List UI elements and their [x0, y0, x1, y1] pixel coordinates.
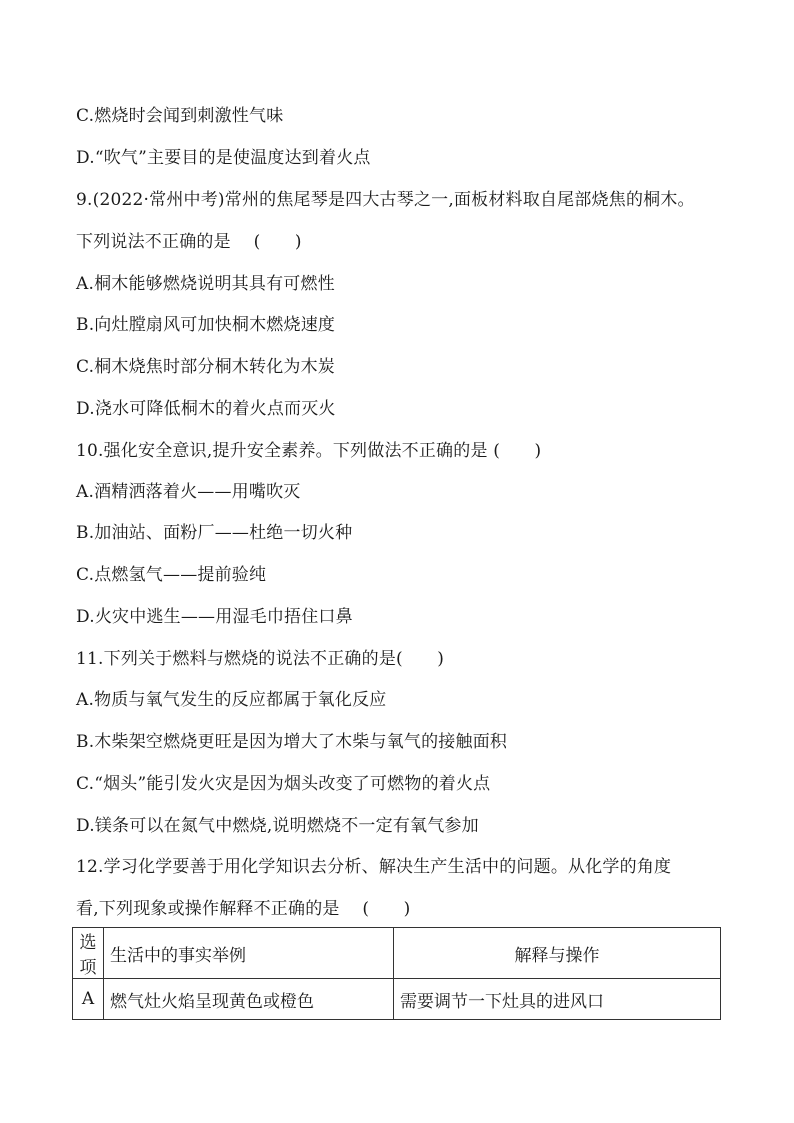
q8-option-c: C.燃烧时会闻到刺激性气味: [76, 106, 284, 126]
table-header-cell: 解释与操作: [394, 928, 721, 979]
table-header-cell: 生活中的事实举例: [104, 928, 394, 979]
q9-stem-line1: 9.(2022·常州中考)常州的焦尾琴是四大古琴之一,面板材料取自尾部烧焦的桐木。: [76, 190, 695, 210]
q11-option-d: D.镁条可以在氮气中燃烧,说明燃烧不一定有氧气参加: [76, 816, 479, 836]
table-header-cell: 选项: [73, 928, 104, 979]
q12-stem-line2: 看,下列现象或操作解释不正确的是 ( ): [76, 899, 411, 919]
q12-stem-line1: 12.学习化学要善于用化学知识去分析、解决生产生活中的问题。从化学的角度: [76, 857, 672, 877]
table-cell: 燃气灶火焰呈现黄色或橙色: [104, 979, 394, 1020]
table-row: [73, 979, 721, 1020]
q8-option-d: D.“吹气”主要目的是使温度达到着火点: [76, 148, 371, 168]
q10-stem: 10.强化安全意识,提升安全素养。下列做法不正确的是 ( ): [76, 441, 542, 461]
q11-option-a: A.物质与氧气发生的反应都属于氧化反应: [76, 690, 387, 710]
q11-stem: 11.下列关于燃料与燃烧的说法不正确的是( ): [76, 649, 445, 669]
q9-stem-line2: 下列说法不正确的是 ( ): [76, 232, 302, 252]
q9-option-b: B.向灶膛扇风可加快桐木燃烧速度: [76, 315, 336, 335]
q10-option-a: A.酒精洒落着火——用嘴吹灭: [76, 482, 301, 502]
q10-option-c: C.点燃氢气——提前验纯: [76, 565, 267, 585]
q11-option-c: C.“烟头”能引发火灾是因为烟头改变了可燃物的着火点: [76, 774, 491, 794]
q12-table: [72, 927, 721, 1020]
q9-option-d: D.浇水可降低桐木的着火点而灭火: [76, 399, 336, 419]
q11-option-b: B.木柴架空燃烧更旺是因为增大了木柴与氧气的接触面积: [76, 732, 508, 752]
q10-option-d: D.火灾中逃生——用湿毛巾捂住口鼻: [76, 607, 353, 627]
table-cell: 需要调节一下灶具的进风口: [394, 979, 721, 1020]
q10-option-b: B.加油站、面粉厂——杜绝一切火种: [76, 523, 353, 543]
q9-option-a: A.桐木能够燃烧说明其具有可燃性: [76, 274, 335, 294]
table-cell: A: [73, 979, 104, 1020]
q9-option-c: C.桐木烧焦时部分桐木转化为木炭: [76, 357, 336, 377]
table-header-row: [73, 928, 721, 979]
